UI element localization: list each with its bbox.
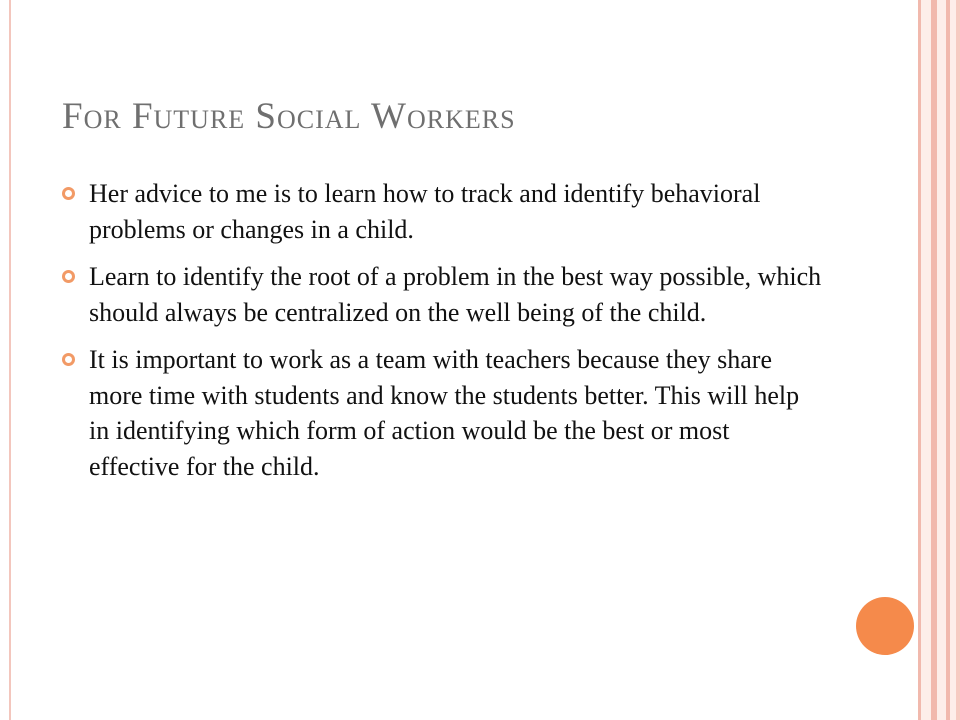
bullet-item [62, 259, 822, 330]
bullet-item [62, 342, 822, 484]
bullet-text: It is important to work as a team with teachers because they share more time with students and know the students better. This will help in identifying which form of action would be the best or most effective for the child. [89, 345, 800, 481]
bullet-list [62, 176, 822, 496]
stripe-gap [921, 0, 931, 720]
bullet-text: Her advice to me is to learn how to track and identify behavioral problems or changes in a child. [89, 179, 761, 244]
stripe [956, 0, 960, 720]
bullet-text: Learn to identify the root of a problem in the best way possible, which should always be centralized on the well being of the child. [89, 262, 822, 327]
stripe-gap [937, 0, 946, 720]
slide-title: For Future Social Workers [62, 96, 516, 137]
right-decorative-stripes [918, 0, 960, 720]
left-frame-line [9, 0, 11, 720]
hollow-circle-bullet-icon [62, 270, 75, 283]
hollow-circle-bullet-icon [62, 187, 75, 200]
hollow-circle-bullet-icon [62, 353, 75, 366]
orange-accent-circle [856, 597, 914, 655]
bullet-item [62, 176, 822, 247]
